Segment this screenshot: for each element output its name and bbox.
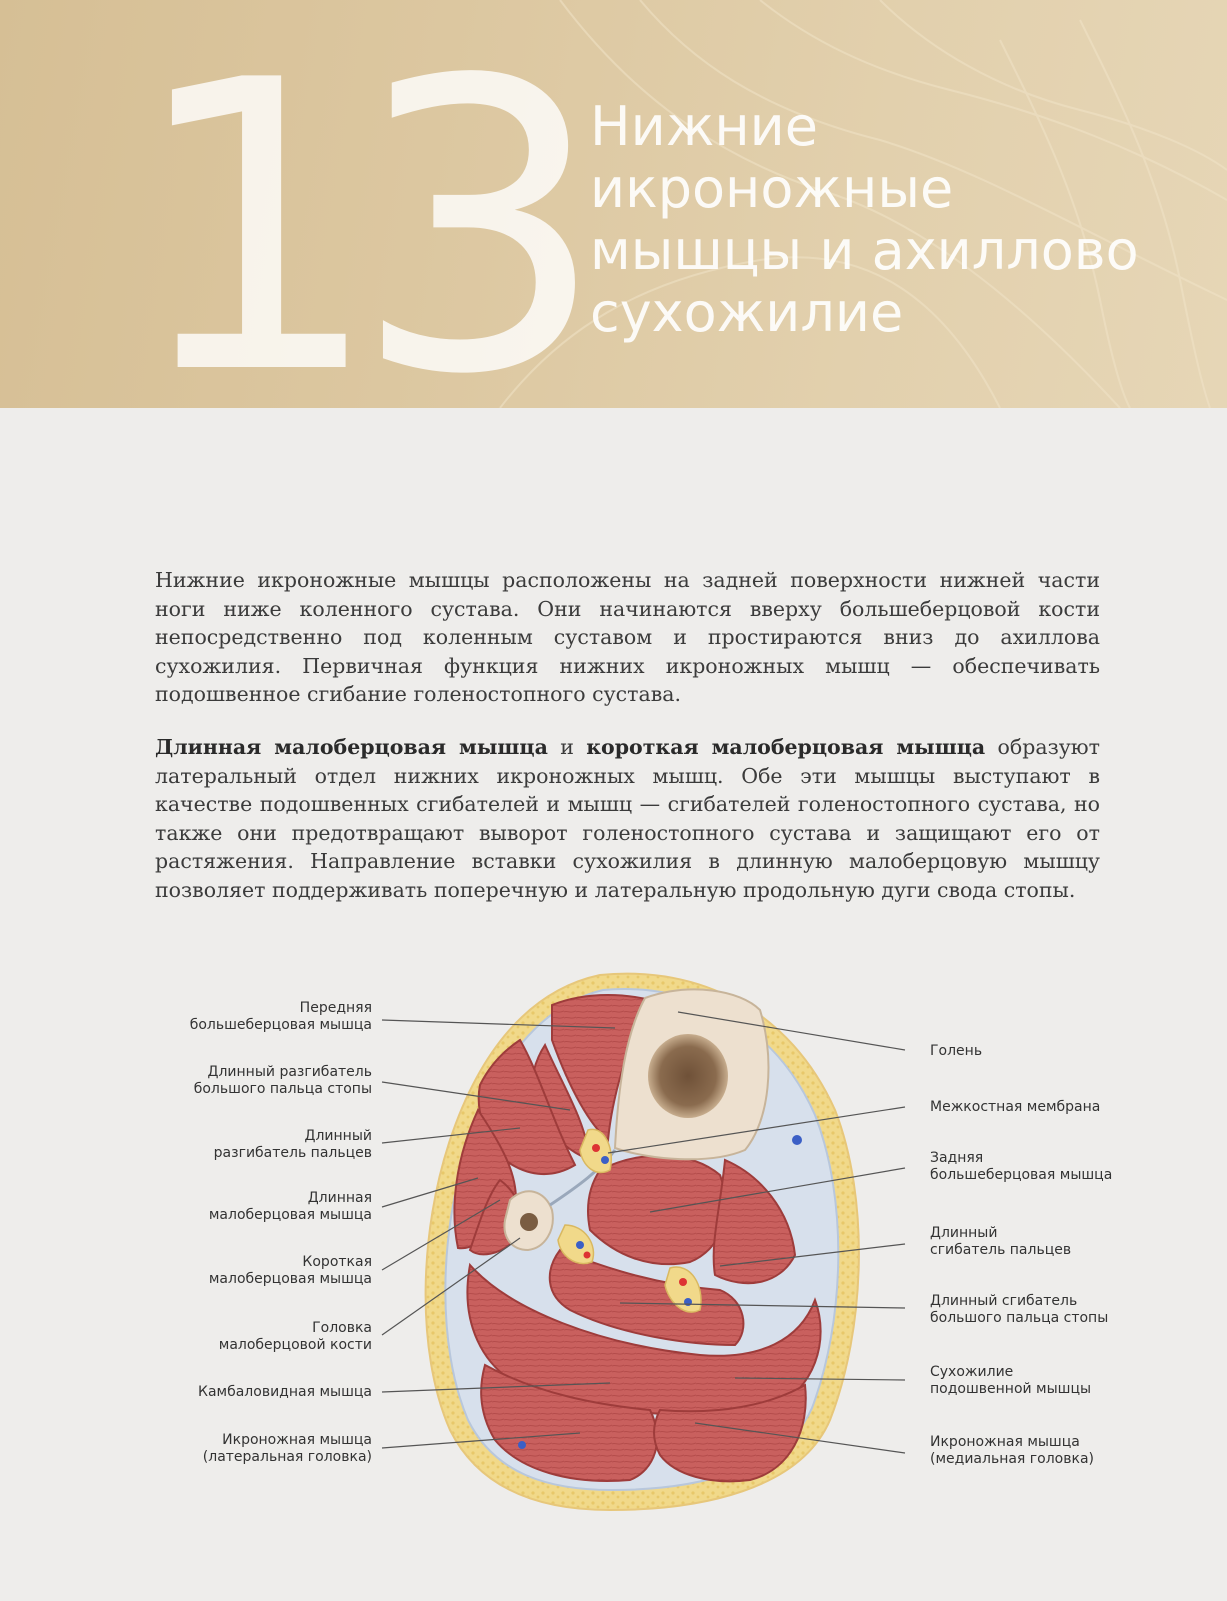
fibula-marrow [520,1213,538,1231]
intro-paragraph: Нижние икроножные мышцы расположены на задней поверхности нижней части ноги ниже коленного сустава. Они начинаются вверху большеберцовой кости непосредственно под коленным суставом и простираются вниз до ахиллова сухожилия. Первичная функция нижних икроножных мышц — обеспечивать подошвенное сгибание голеностопного сустава. [155,568,1100,706]
label-tibialis-posterior: Задняя большеберцовая мышца [930,1150,1113,1183]
label-peroneus-longus: Длинная малоберцовая мышца [208,1190,372,1223]
chapter-title-line: мышцы и ахиллово [590,219,1139,282]
label-gastrocnemius-medial: Икроножная мышца (медиальная головка) [930,1434,1094,1467]
term-long-peroneal: Длинная малоберцовая мышца [155,735,548,759]
label-ext-digitorum-longus: Длинный разгибатель пальцев [213,1128,372,1161]
label-tibialis-anterior: Передняя большеберцовая мышца [189,1000,372,1033]
label-tibia: Голень [930,1043,983,1059]
label-ext-hallucis-longus: Длинный разгибатель большого пальца стопы [193,1064,372,1097]
tibia-marrow [648,1034,728,1118]
label-gastrocnemius-lateral: Икроножная мышца (латеральная головка) [202,1432,372,1465]
label-fibula-head: Головка малоберцовой кости [218,1320,372,1353]
label-plantaris-tendon: Сухожилие подошвенной мышцы [930,1364,1092,1397]
chapter-title-line: сухожилие [590,281,904,344]
chapter-number: 13 [128,0,577,408]
term-short-peroneal: короткая малоберцовая мышца [586,735,986,759]
label-flexor-hallucis-longus: Длинный сгибатель большого пальца стопы [930,1293,1109,1326]
peroneal-paragraph: Длинная малоберцовая мышца и короткая малоберцовая мышца образуют латеральный отдел нижних икроножных мышц. Обе эти мышцы выступают в качестве подошвенных сгибателей и мышц — сгибателей голеностопного сустава, но также они предотвращают выворот голеностопного сустава и защищают его от растяжения. Направление вставки сухожилия в длинную малоберцовую мышцу позволяет поддерживать поперечную и латеральную продольную дуги свода стопы. [155,735,1101,902]
chapter-header [0,0,1227,408]
leg-cross-section-figure [0,960,1227,1520]
label-soleus: Камбаловидная мышца [198,1384,372,1400]
label-interosseous-membrane: Межкостная мембрана [930,1099,1101,1115]
label-peroneus-brevis: Короткая малоберцовая мышца [208,1254,372,1287]
chapter-title-line: Нижние икроножные [590,95,954,220]
chapter-title [590,96,1190,344]
label-flexor-digitorum-longus: Длинный сгибатель пальцев [930,1225,1072,1258]
